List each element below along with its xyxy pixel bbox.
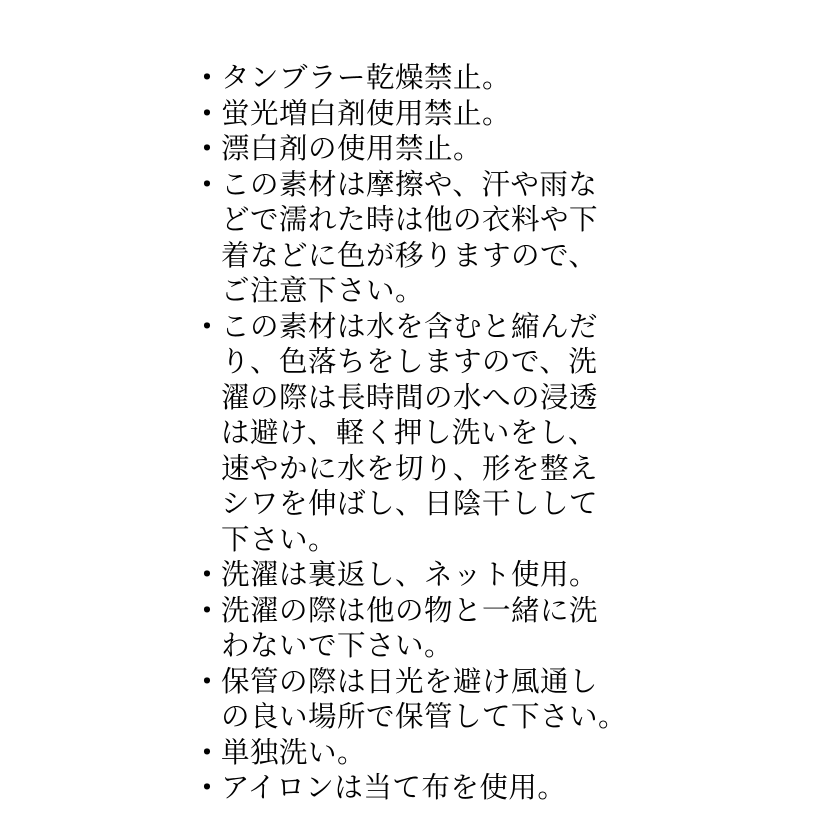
text-line: この素材は水を含むと縮んだ [221,309,599,343]
item-text [221,557,598,593]
text-line: シワを伸ばし、日陰干しして [221,487,599,520]
item-text [221,96,511,132]
item-text [221,309,598,558]
item-text [221,131,482,167]
text-line: アイロンは当て布を使用。 [221,771,567,804]
item-text [221,167,598,309]
text-line: 蛍光増白剤使用禁止。 [221,96,512,130]
list-item [193,770,833,806]
bullet-icon: ・ [193,735,222,769]
list-item [193,131,833,167]
text-line: 保管の際は日光を避け風通し [221,664,599,698]
text-line: 濯の際は長時間の水への浸透 [221,380,599,414]
text-line: 漂白剤の使用禁止。 [221,132,483,165]
bullet-icon: ・ [193,309,222,343]
bullet-icon: ・ [193,96,222,130]
text-line: 洗濯は裏返し、ネット使用。 [221,558,599,591]
bullet-icon: ・ [193,771,222,804]
text-line: 下さい。 [221,522,338,556]
bullet-icon: ・ [193,558,222,591]
item-text [221,735,366,771]
bullet-icon: ・ [193,132,222,165]
text-line: 速やかに水を切り、形を整え [221,451,599,485]
item-text [221,593,598,664]
text-line: 洗濯の際は他の物と一緒に洗 [221,593,599,627]
bullet-icon: ・ [193,593,222,627]
text-line: タンブラー乾燥禁止。 [221,61,512,94]
list-item [193,593,833,664]
text-line: この素材は摩擦や、汗や雨な [221,167,598,201]
item-text [221,60,511,96]
list-item [193,557,833,593]
list-item [193,309,833,558]
item-text [221,664,627,735]
text-line: わないで下さい。 [221,629,454,662]
text-line: 単独洗い。 [221,735,367,769]
text-line: の良い場所で保管して下さい。 [221,700,628,733]
list-item [193,167,833,309]
list-item [193,60,833,96]
text-line: は避け、軽く押し洗いをし、 [221,416,597,449]
text-line: ご注意下さい。 [221,274,425,307]
text-line: 着などに色が移りますので、 [221,238,598,272]
bullet-icon: ・ [193,664,222,698]
care-instructions-list [193,60,833,806]
text-line: り、色落ちをしますので、洗 [221,345,598,378]
list-item [193,96,833,132]
item-text [221,770,566,806]
text-line: どで濡れた時は他の衣料や下 [221,203,599,236]
list-item [193,735,833,771]
list-item [193,664,833,735]
bullet-icon: ・ [193,167,222,201]
bullet-icon: ・ [193,61,222,94]
